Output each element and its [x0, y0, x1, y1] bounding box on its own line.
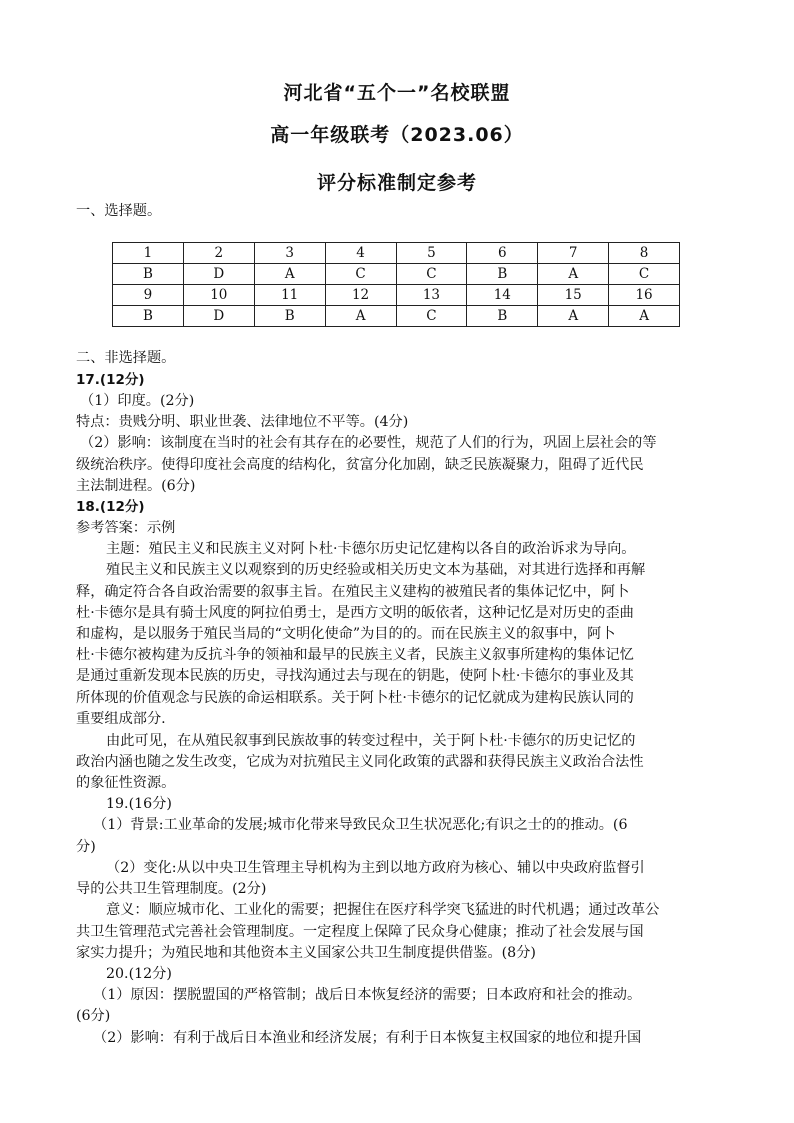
doc-title-exam: 高一年级联考（2023.06）	[270, 124, 524, 146]
table-cell: 12	[325, 285, 396, 306]
table-cell: A	[538, 264, 609, 285]
table-cell: B	[467, 306, 538, 327]
q19-line: 共卫生管理范式完善社会管理制度。一定程度上保障了民众身心健康；推动了社会发展与国	[76, 924, 644, 940]
table-cell: D	[183, 306, 254, 327]
table-cell: D	[183, 264, 254, 285]
table-cell: B	[467, 264, 538, 285]
table-row	[113, 264, 680, 285]
table-cell: 14	[467, 285, 538, 306]
table-cell: 1	[113, 243, 184, 264]
table-cell: C	[396, 306, 467, 327]
section-choice-heading: 一、选择题。	[76, 203, 162, 219]
q18-line: 政治内涵也随之发生改变，它成为对抗殖民主义同化政策的武器和获得民族主义政治合法性	[76, 754, 644, 770]
q19-line: （1）背景:工业革命的发展;城市化带来导致民众卫生状况恶化;有识之士的的推动。(6	[93, 817, 628, 833]
q19-line: 分)	[76, 839, 96, 855]
q18-line: 杜·卡德尔是具有骑士风度的阿拉伯勇士，是西方文明的皈依者，这种记忆是对历史的歪曲	[76, 605, 634, 621]
q18-line: 是通过重新发现本民族的历史，寻找沟通过去与现在的钥匙，使阿卜杜·卡德尔的事业及其	[76, 668, 634, 684]
table-cell: 16	[609, 285, 680, 306]
q17-number: 17.(12分)	[76, 372, 145, 388]
q19-line: （2）变化:从以中央卫生管理主导机构为主到以地方政府为核心、辅以中央政府监督引	[106, 860, 645, 876]
table-cell: 6	[467, 243, 538, 264]
q19-line: 导的公共卫生管理制度。(2分)	[76, 881, 267, 897]
q18-line: 殖民主义和民族主义以观察到的历史经验或相关历史文本为基础，对其进行选择和再解	[106, 562, 646, 578]
q19-line: 意义：顺应城市化、工业化的需要；把握住在医疗科学突飞猛进的时代机遇；通过改革公	[106, 902, 660, 918]
section-nonchoice-heading: 二、非选择题。	[76, 350, 176, 366]
doc-title-league: 河北省“五个一”名校联盟	[283, 82, 511, 104]
table-cell: 4	[325, 243, 396, 264]
table-cell: B	[113, 264, 184, 285]
table-row	[113, 285, 680, 306]
doc-title-scoring: 评分标准制定参考	[316, 172, 477, 194]
q18-line: 由此可见，在从殖民叙事到民族故事的转变过程中，关于阿卜杜·卡德尔的历史记忆的	[106, 733, 636, 749]
q17-line: 主法制进程。(6分)	[76, 478, 196, 494]
q20-line: （2）影响：有利于战后日本渔业和经济发展；有利于日本恢复主权国家的地位和提升国	[93, 1030, 642, 1046]
table-cell: C	[396, 264, 467, 285]
table-cell: C	[609, 264, 680, 285]
table-cell: A	[538, 306, 609, 327]
q18-line: 参考答案：示例	[76, 520, 176, 536]
q20-line: （1）原因：摆脱盟国的严格管制；战后日本恢复经济的需要；日本政府和社会的推动。	[93, 987, 642, 1003]
q17-line: （1）印度。(2分)	[80, 393, 195, 409]
q18-line: 所体现的价值观念与民族的命运相联系。关于阿卜杜·卡德尔的记忆就成为建构民族认同的	[76, 690, 634, 706]
table-cell: 13	[396, 285, 467, 306]
table-cell: 3	[254, 243, 325, 264]
table-cell: A	[254, 264, 325, 285]
table-cell: A	[325, 306, 396, 327]
table-row	[113, 306, 680, 327]
q19-line: 家实力提升；为殖民地和其他资本主义国家公共卫生制度提供借鉴。(8分)	[76, 945, 536, 961]
table-cell: 15	[538, 285, 609, 306]
table-row	[113, 243, 680, 264]
table-cell: 11	[254, 285, 325, 306]
q18-line: 释，确定符合各自政治需要的叙事主旨。在殖民主义建构的被殖民者的集体记忆中，阿卜	[76, 584, 630, 600]
q18-line: 杜·卡德尔被构建为反抗斗争的领袖和最早的民族主义者，民族主义叙事所建构的集体记忆	[76, 647, 634, 663]
q20-number: 20.(12分)	[106, 966, 172, 982]
q17-line: 级统治秩序。使得印度社会高度的结构化，贫富分化加剧，缺乏民族凝聚力，阻碍了近代民	[76, 457, 644, 473]
q17-line: 特点：贵贱分明、职业世袭、法律地位不平等。(4分)	[76, 414, 409, 430]
table-cell: 8	[609, 243, 680, 264]
q18-number: 18.(12分)	[76, 499, 145, 515]
table-cell: 10	[183, 285, 254, 306]
table-cell: A	[609, 306, 680, 327]
answer-table	[112, 242, 680, 327]
q20-line: (6分)	[76, 1008, 111, 1024]
table-cell: 2	[183, 243, 254, 264]
table-cell: 7	[538, 243, 609, 264]
q18-line: 和虚构，是以服务于殖民当局的“文明化使命”为目的的。而在民族主义的叙事中，阿卜	[76, 626, 616, 642]
q17-line: （2）影响：该制度在当时的社会有其存在的必要性，规范了人们的行为，巩固上层社会的等	[80, 435, 657, 451]
q18-line: 重要组成部分.	[76, 711, 166, 727]
q18-line: 的象征性资源。	[76, 775, 176, 791]
table-cell: C	[325, 264, 396, 285]
q19-number: 19.(16分)	[106, 796, 172, 812]
table-cell: B	[113, 306, 184, 327]
table-cell: 5	[396, 243, 467, 264]
q18-line: 主题：殖民主义和民族主义对阿卜杜·卡德尔历史记忆建构以各自的政治诉求为导向。	[106, 541, 636, 557]
table-cell: 9	[113, 285, 184, 306]
table-cell: B	[254, 306, 325, 327]
